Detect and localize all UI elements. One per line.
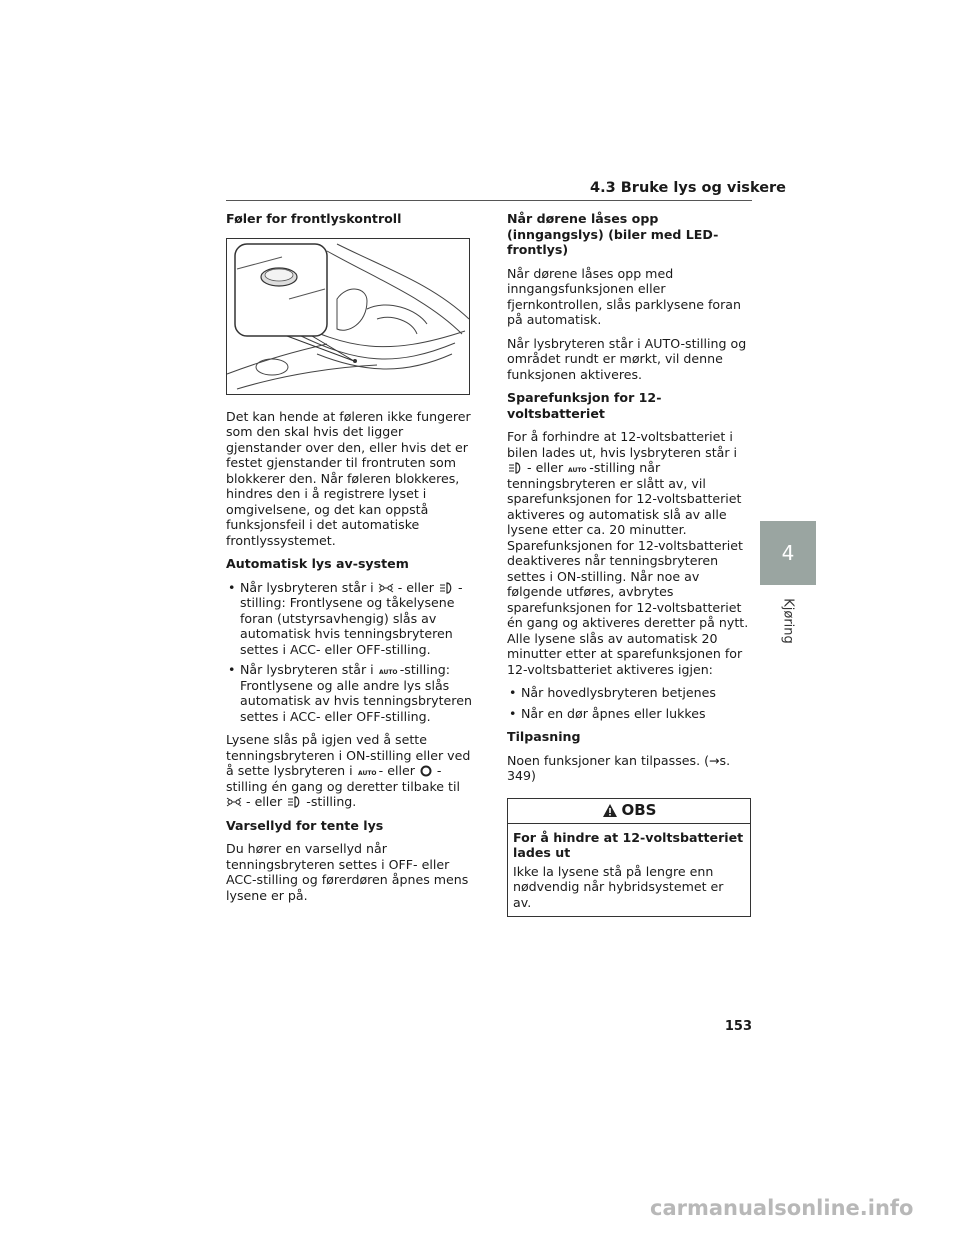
customize-heading: Tilpasning: [507, 729, 581, 744]
obs-notice-box: [507, 798, 751, 918]
sensor-paragraph: Det kan hende at føleren ikke fungerer som den skal hvis det ligger gjenstander over den, eller hvis det er festet gjenstander til frontruten som blokkerer den. Når føleren blokkeres, hindres den i å registrere lyset i omgivelsene, og det kan oppstå funksjonsfeil i det automatiske frontlyssystemet.: [226, 408, 471, 548]
auto-icon: [378, 666, 398, 676]
obs-text: Ikke la lysene stå på lengre enn nødvendig når hybridsystemet er av.: [513, 863, 724, 910]
battery-saver-paragraph: For å forhindre at 12-voltsbatteriet i bilen lades ut, hvis lysbryteren står i - eller AUTO -stilling når tenningsbryteren er slått av, vil sparefunksjonen for 12-voltsbatteriet aktiveres og automatisk slå av alle lysene etter ca. 20 minutter. Sparefunksjonen for 12-voltsbatteriet deaktiveres når tenningsbryteren settes i ON-stilling. Når noe av følgende utføres, avbrytes sparefunksjonen for 12-voltsbatteriet én gang og aktiveres deretter på nytt. Alle lysene slås av automatisk 20 minutter etter at sparefunksjonen for 12-voltsbatteriet aktiveres igjen:: [507, 429, 749, 677]
page-number: 153: [724, 1019, 752, 1034]
tail-light-icon: [379, 582, 393, 594]
headlight-icon: [287, 796, 301, 808]
auto-icon: [568, 464, 587, 474]
entry-light-paragraph: Når dørene låses opp med inngangsfunksjonen eller fjernkontrollen, slås parklysene foran på automatisk.: [507, 265, 741, 327]
sensor-illustration: [226, 238, 470, 395]
svg-text:AUTO: AUTO: [357, 770, 377, 777]
battery-saver-heading: Sparefunksjon for 12-voltsbatteriet: [507, 390, 662, 421]
obs-body: [508, 824, 750, 917]
list-item: • Når lysbryteren står i AUTO -stilling: Frontlysene og alle andre lys slås automatisk av hvis tenningsbryteren settes i ACC- eller OFF-stilling.: [226, 662, 472, 724]
off-icon: [420, 765, 432, 777]
right-column: [507, 211, 753, 917]
warning-sound-paragraph: Du hører en varsellyd når tenningsbryteren settes i OFF- eller ACC-stilling og førerdøren åpnes mens lysene er på.: [226, 841, 469, 903]
auto-icon: [357, 767, 377, 777]
obs-label: OBS: [621, 800, 657, 819]
auto-off-heading: Automatisk lys av-system: [226, 556, 409, 571]
headlight-icon: [439, 582, 453, 594]
section-header: 4.3 Bruke lys og viskere: [590, 180, 787, 196]
customize-paragraph: Noen funksjoner kan tilpasses. (→s. 349): [507, 752, 731, 783]
watermark: carmanualsonline.info: [650, 1196, 914, 1220]
sensor-heading: Føler for frontlyskontroll: [226, 211, 402, 226]
warning-sound-heading: Varsellyd for tente lys: [226, 817, 384, 833]
entry-light-heading: Når dørene låses opp (inngangslys) (biler med LED-frontlys): [507, 211, 719, 257]
interrupt-list: [507, 685, 753, 721]
chapter-label: Kjøring: [780, 598, 796, 644]
header-rule: [226, 200, 752, 201]
list-item: • Når lysbryteren står i - eller -stilling: Frontlysene og tåkelysene foran (utstyrsavhengig) slås av automatisk hvis tenningsbryteren settes i ACC- eller OFF-stilling.: [226, 580, 472, 658]
auto-off-list: [226, 580, 472, 725]
svg-text:AUTO: AUTO: [568, 467, 587, 474]
svg-text:AUTO: AUTO: [378, 669, 398, 676]
list-item: • Når en dør åpnes eller lukkes: [507, 706, 753, 722]
chapter-tab: [760, 521, 816, 585]
list-item: • Når hovedlysbryteren betjenes: [507, 685, 753, 701]
warning-triangle-icon: [602, 803, 618, 818]
chapter-number: 4: [781, 541, 795, 565]
obs-header: [508, 799, 750, 824]
left-column: [226, 211, 472, 911]
dashboard-sensor-drawing: [227, 239, 469, 394]
auto-dark-paragraph: Når lysbryteren står i AUTO-stilling og området rundt er mørkt, vil denne funksjonen aktiveres.: [507, 335, 747, 382]
headlight-icon: [508, 462, 522, 474]
obs-heading: For å hindre at 12-voltsbatteriet lades ut: [513, 829, 744, 860]
tail-light-icon: [227, 796, 241, 808]
relight-paragraph: Lysene slås på igjen ved å sette tenningsbryteren i ON-stilling eller ved å sette lysbryteren i AUTO - eller -stilling én gang og deretter tilbake til - eller -stilling.: [226, 732, 471, 809]
